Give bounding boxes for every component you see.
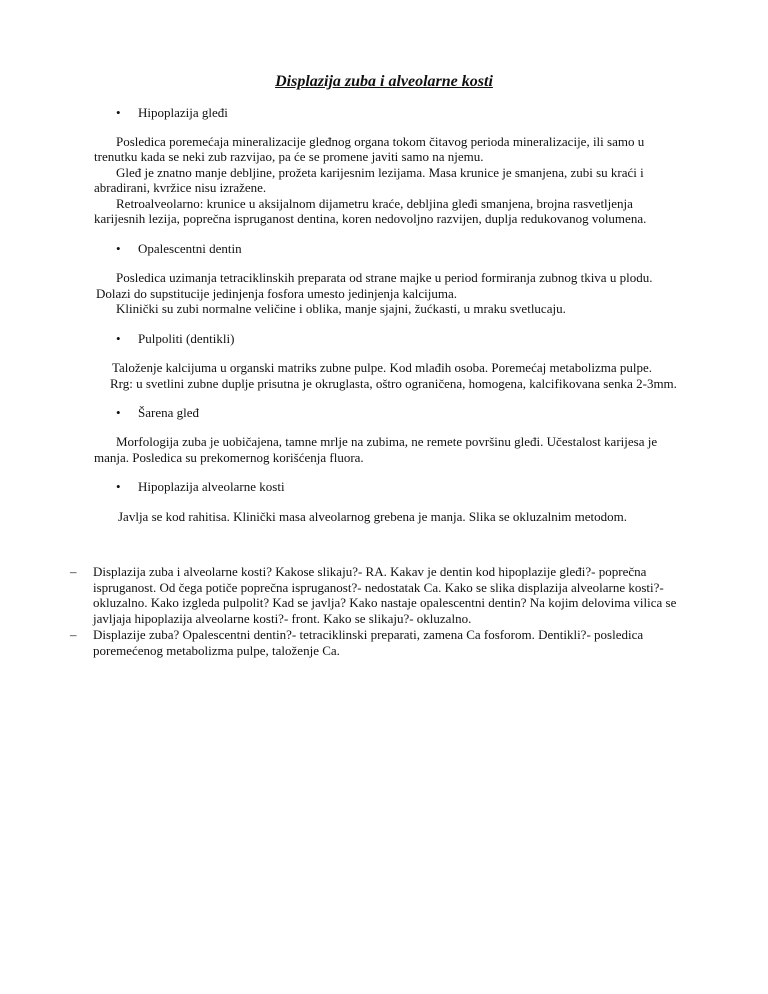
- paragraph-line: karijesnih lezija, poprečna ispruganost dentina, koren nedovoljno razvijen, duplja redukovanog volumena.: [94, 211, 647, 226]
- paragraph-line: Morfologija zuba je uobičajena, tamne mrlje na zubima, ne remete površinu gleđi. Učestalost karijesa je: [116, 434, 658, 449]
- paragraph-line: Dolazi do supstitucije jedinjenja fosfora umesto jedinjenja kalcijuma.: [96, 286, 458, 301]
- paragraph-line: Gleđ je znatno manje debljine, prožeta karijesnim lezijama. Masa krunice je smanjena, zubi su kraći i: [116, 165, 644, 180]
- bullet-icon: •: [116, 331, 121, 346]
- section-heading-pulpoliti: [116, 331, 234, 347]
- paragraph-line: Rrg: u svetlini zubne duplje prisutna je okruglasta, oštro ograničena, homogena, kalcifikovana senka 2-3mm.: [110, 376, 677, 391]
- paragraph-line: Retroalveolarno: krunice u aksijalnom dijametru kraće, debljina gleđi smanjena, brojna rasvetljenja: [116, 196, 633, 211]
- paragraph-line: abradirani, kvržice nisu izražene.: [94, 180, 267, 195]
- bullet-icon: •: [116, 405, 121, 420]
- bullet-icon: •: [116, 105, 121, 120]
- paragraph-line: Posledica uzimanja tetraciklinskih preparata od strane majke u period formiranja zubnog tkiva u plodu.: [116, 270, 653, 285]
- paragraph-line: Klinički su zubi normalne veličine i oblika, manje sjajni, žućkasti, u mraku svetlucaju.: [116, 301, 566, 316]
- section-heading-label: Hipoplazija alveolarne kosti: [138, 479, 285, 494]
- question-line: okluzalno. Kako izgleda pulpolit? Kad se javlja? Kako nastaje opalescentni dentin? Na kojim delovima vilica se: [93, 595, 677, 610]
- document-title: Displazija zuba i alveolarne kosti: [275, 73, 493, 90]
- question-line: Displazija zuba i alveolarne kosti? Kakose slikaju?- RA. Kakav je dentin kod hipoplazije gleđi?- poprečna: [93, 564, 647, 579]
- paragraph-line: Javlja se kod rahitisa. Klinički masa alveolarnog grebena je manja. Slika se okluzalnim metodom.: [118, 509, 628, 524]
- paragraph-line: Taloženje kalcijuma u organski matriks zubne pulpe. Kod mlađih osoba. Poremećaj metabolizma pulpe.: [112, 360, 653, 375]
- paragraph-line: trenutku kada se neki zub razvijao, pa će se promene javiti samo na njemu.: [94, 149, 484, 164]
- section-heading-label: Opalescentni dentin: [138, 241, 242, 256]
- section-heading-hipoplazija-alveolarne-kosti: [116, 479, 285, 495]
- section-heading-label: Šarena gleđ: [138, 405, 200, 420]
- section-heading-label: Hipoplazija gleđi: [138, 105, 228, 120]
- section-heading-opalescentni-dentin: [116, 241, 242, 257]
- question-line: poremećenog metabolizma pulpe, taloženje Ca.: [93, 642, 340, 658]
- question-line: javljaja hipoplazija alveolarne kosti?- front. Kako se slikaju?- okluzalno.: [93, 610, 472, 626]
- dash-icon: –: [70, 564, 77, 579]
- bullet-icon: •: [116, 479, 121, 494]
- section-heading-label: Pulpoliti (dentikli): [138, 331, 235, 346]
- bullet-icon: •: [116, 241, 121, 256]
- paragraph-line: Posledica poremećaja mineralizacije gleđnog organa tokom čitavog perioda mineralizacije, ili samo u: [116, 134, 645, 149]
- dash-icon: –: [70, 627, 77, 642]
- section-heading-sarena-gledj: [116, 405, 199, 421]
- section-heading-hipoplazija-gledji: [116, 105, 228, 121]
- paragraph-line: manja. Posledica su prekomernog korišćenja fluora.: [94, 450, 364, 465]
- question-line: Displazije zuba? Opalescentni dentin?- tetraciklinski preparati, zamena Ca fosforom. Dentikli?- posledica: [93, 627, 644, 642]
- question-line: ispruganost. Od čega potiče poprečna ispruganost?- nedostatak Ca. Kako se slika displazija alveolarne kosti?-: [93, 579, 664, 595]
